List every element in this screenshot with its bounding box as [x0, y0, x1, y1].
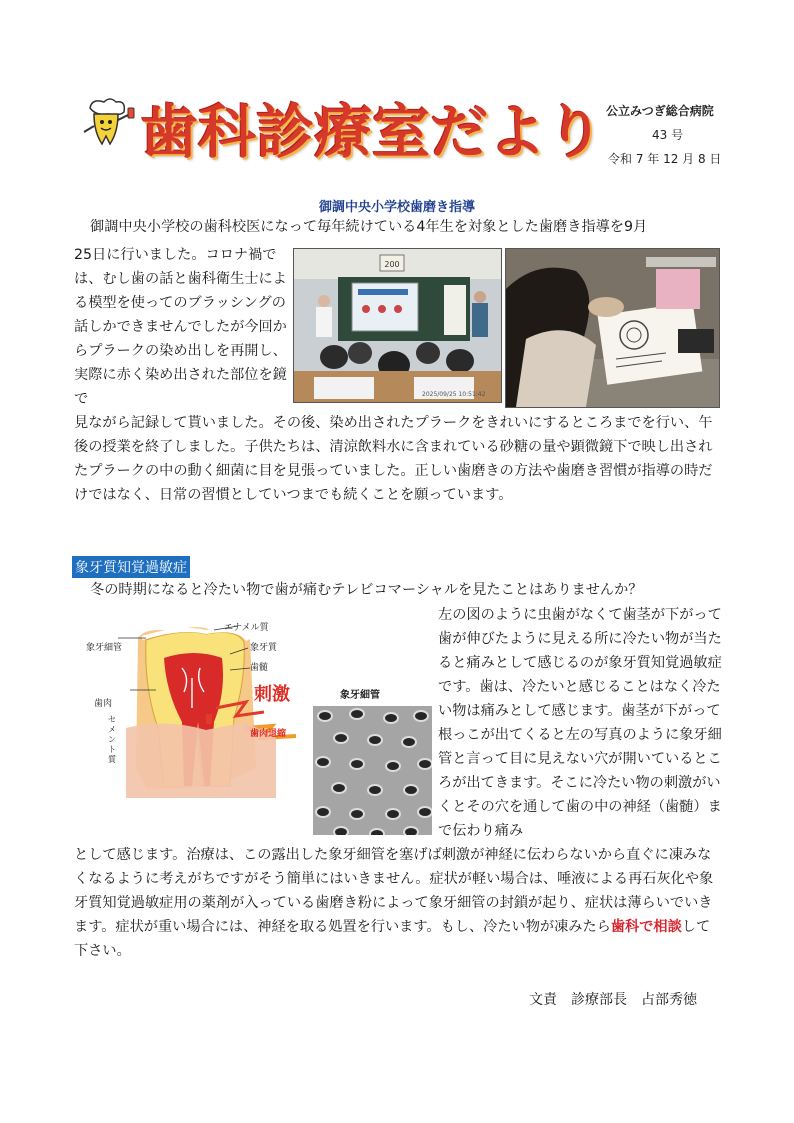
- tooth-diagram: [86, 618, 308, 798]
- issue-date: 令和 7 年 12 月 8 日: [608, 152, 722, 166]
- classroom-sign: 200: [384, 260, 400, 269]
- label-tubule: 象牙細管: [86, 643, 123, 653]
- section2-intro-line: 冬の時期になると冷たい物で歯が痛むテレビコマーシャルを見たことはありませんか？: [90, 582, 643, 598]
- classroom-photo: [293, 248, 502, 403]
- section2-bottom-body: として感じます。治療は、この露出した象牙細管を塞げば刺激が神経に伝わらないから直ぐに凍みなくなるように考えがちですがそう簡単にはいきません。症状が軽い場合は、唾液による再石灰化や象牙質知覚過敏症用の薬剤が入っている歯磨き粉によって象牙細管の封鎖が起り、症状は薄らいでいきます。症状が重い場合には、神経を取る処置を行います。もし、冷たい物が凍みたら: [74, 847, 714, 935]
- hospital-name: 公立みつぎ総合病院: [606, 104, 714, 118]
- section1-heading: 御調中央小学校歯磨き指導: [318, 200, 475, 215]
- label-pulp: 歯髄: [250, 663, 269, 673]
- label-stimulus: 刺激: [254, 684, 290, 705]
- section1-left-text: 25日に行いました。コロナ禍では、むし歯の話と歯科衛生士による模型を使ってのブラッシングの話しかできませんでしたが今回からプラークの染め出しを再開し、実際に赤く染め出された部位を鏡で: [74, 247, 287, 407]
- issue-number: 43 号: [652, 128, 684, 142]
- label-cementum: [108, 715, 117, 764]
- label-enamel: エナメル質: [224, 623, 269, 633]
- label-gum: 歯肉: [94, 699, 113, 709]
- svg-text:質: 質: [108, 755, 116, 764]
- svg-text:ト: ト: [108, 745, 116, 754]
- section1-intro-line: 御調中央小学校の歯科校医になって毎年続けている4年生を対象とした歯磨き指導を9月: [90, 219, 648, 235]
- author-credit: 文責 診療部長 占部秀徳: [529, 992, 697, 1008]
- photo-timestamp: 2025/09/25 10:51:42: [422, 391, 486, 398]
- section2-right-text: 左の図のように虫歯がなくて歯茎が下がって歯が伸びたように見える所に冷たい物が当たると痛みとして感じるのが象牙質知覚過敏症です。歯は、冷たいと感じることはなく冷たい物は痛みとして感じます。歯茎が下がって根っこが出てくると左の写真のように象牙細管と言って目に見えない穴が開いているところが出てきます。そこに冷たい物の刺激がいくとその穴を通して歯の中の神経（歯髄）まで伝わり痛み: [438, 607, 722, 839]
- section1-bottom-text: 見ながら記録して貰いました。その後、染め出されたプラークをきれいにするところまでを行い、午後の授業を終了しました。子供たちは、清涼飲料水に含まれている砂糖の量や顕微鏡下で映し出されたプラークの中の動く細菌に目を見張っていました。正しい歯磨きの方法や歯磨き習慣が指導の時だけではなく、日常の習慣としていつまでも続くことを願っています。: [74, 415, 713, 503]
- section2-bottom-text: [74, 843, 724, 963]
- label-recession: 歯肉退縮: [250, 729, 287, 739]
- dentin-tubule-photo: [313, 706, 432, 835]
- section2-heading: 象牙質知覚過敏症: [72, 556, 190, 578]
- dentin-photo-label: 象牙細管: [340, 690, 380, 701]
- student-brushing-photo: [505, 248, 720, 408]
- svg-text:ン: ン: [108, 735, 116, 744]
- section2-closing: して下さい。: [74, 919, 711, 959]
- svg-text:セ: セ: [108, 715, 116, 724]
- svg-text:メ: メ: [108, 725, 116, 734]
- consult-dentist-emphasis: 歯科で相談: [610, 919, 682, 935]
- label-dentin: 象牙質: [250, 643, 278, 653]
- tooth-mascot-icon: [80, 96, 136, 152]
- page-title: 歯科診療室だより: [140, 98, 605, 166]
